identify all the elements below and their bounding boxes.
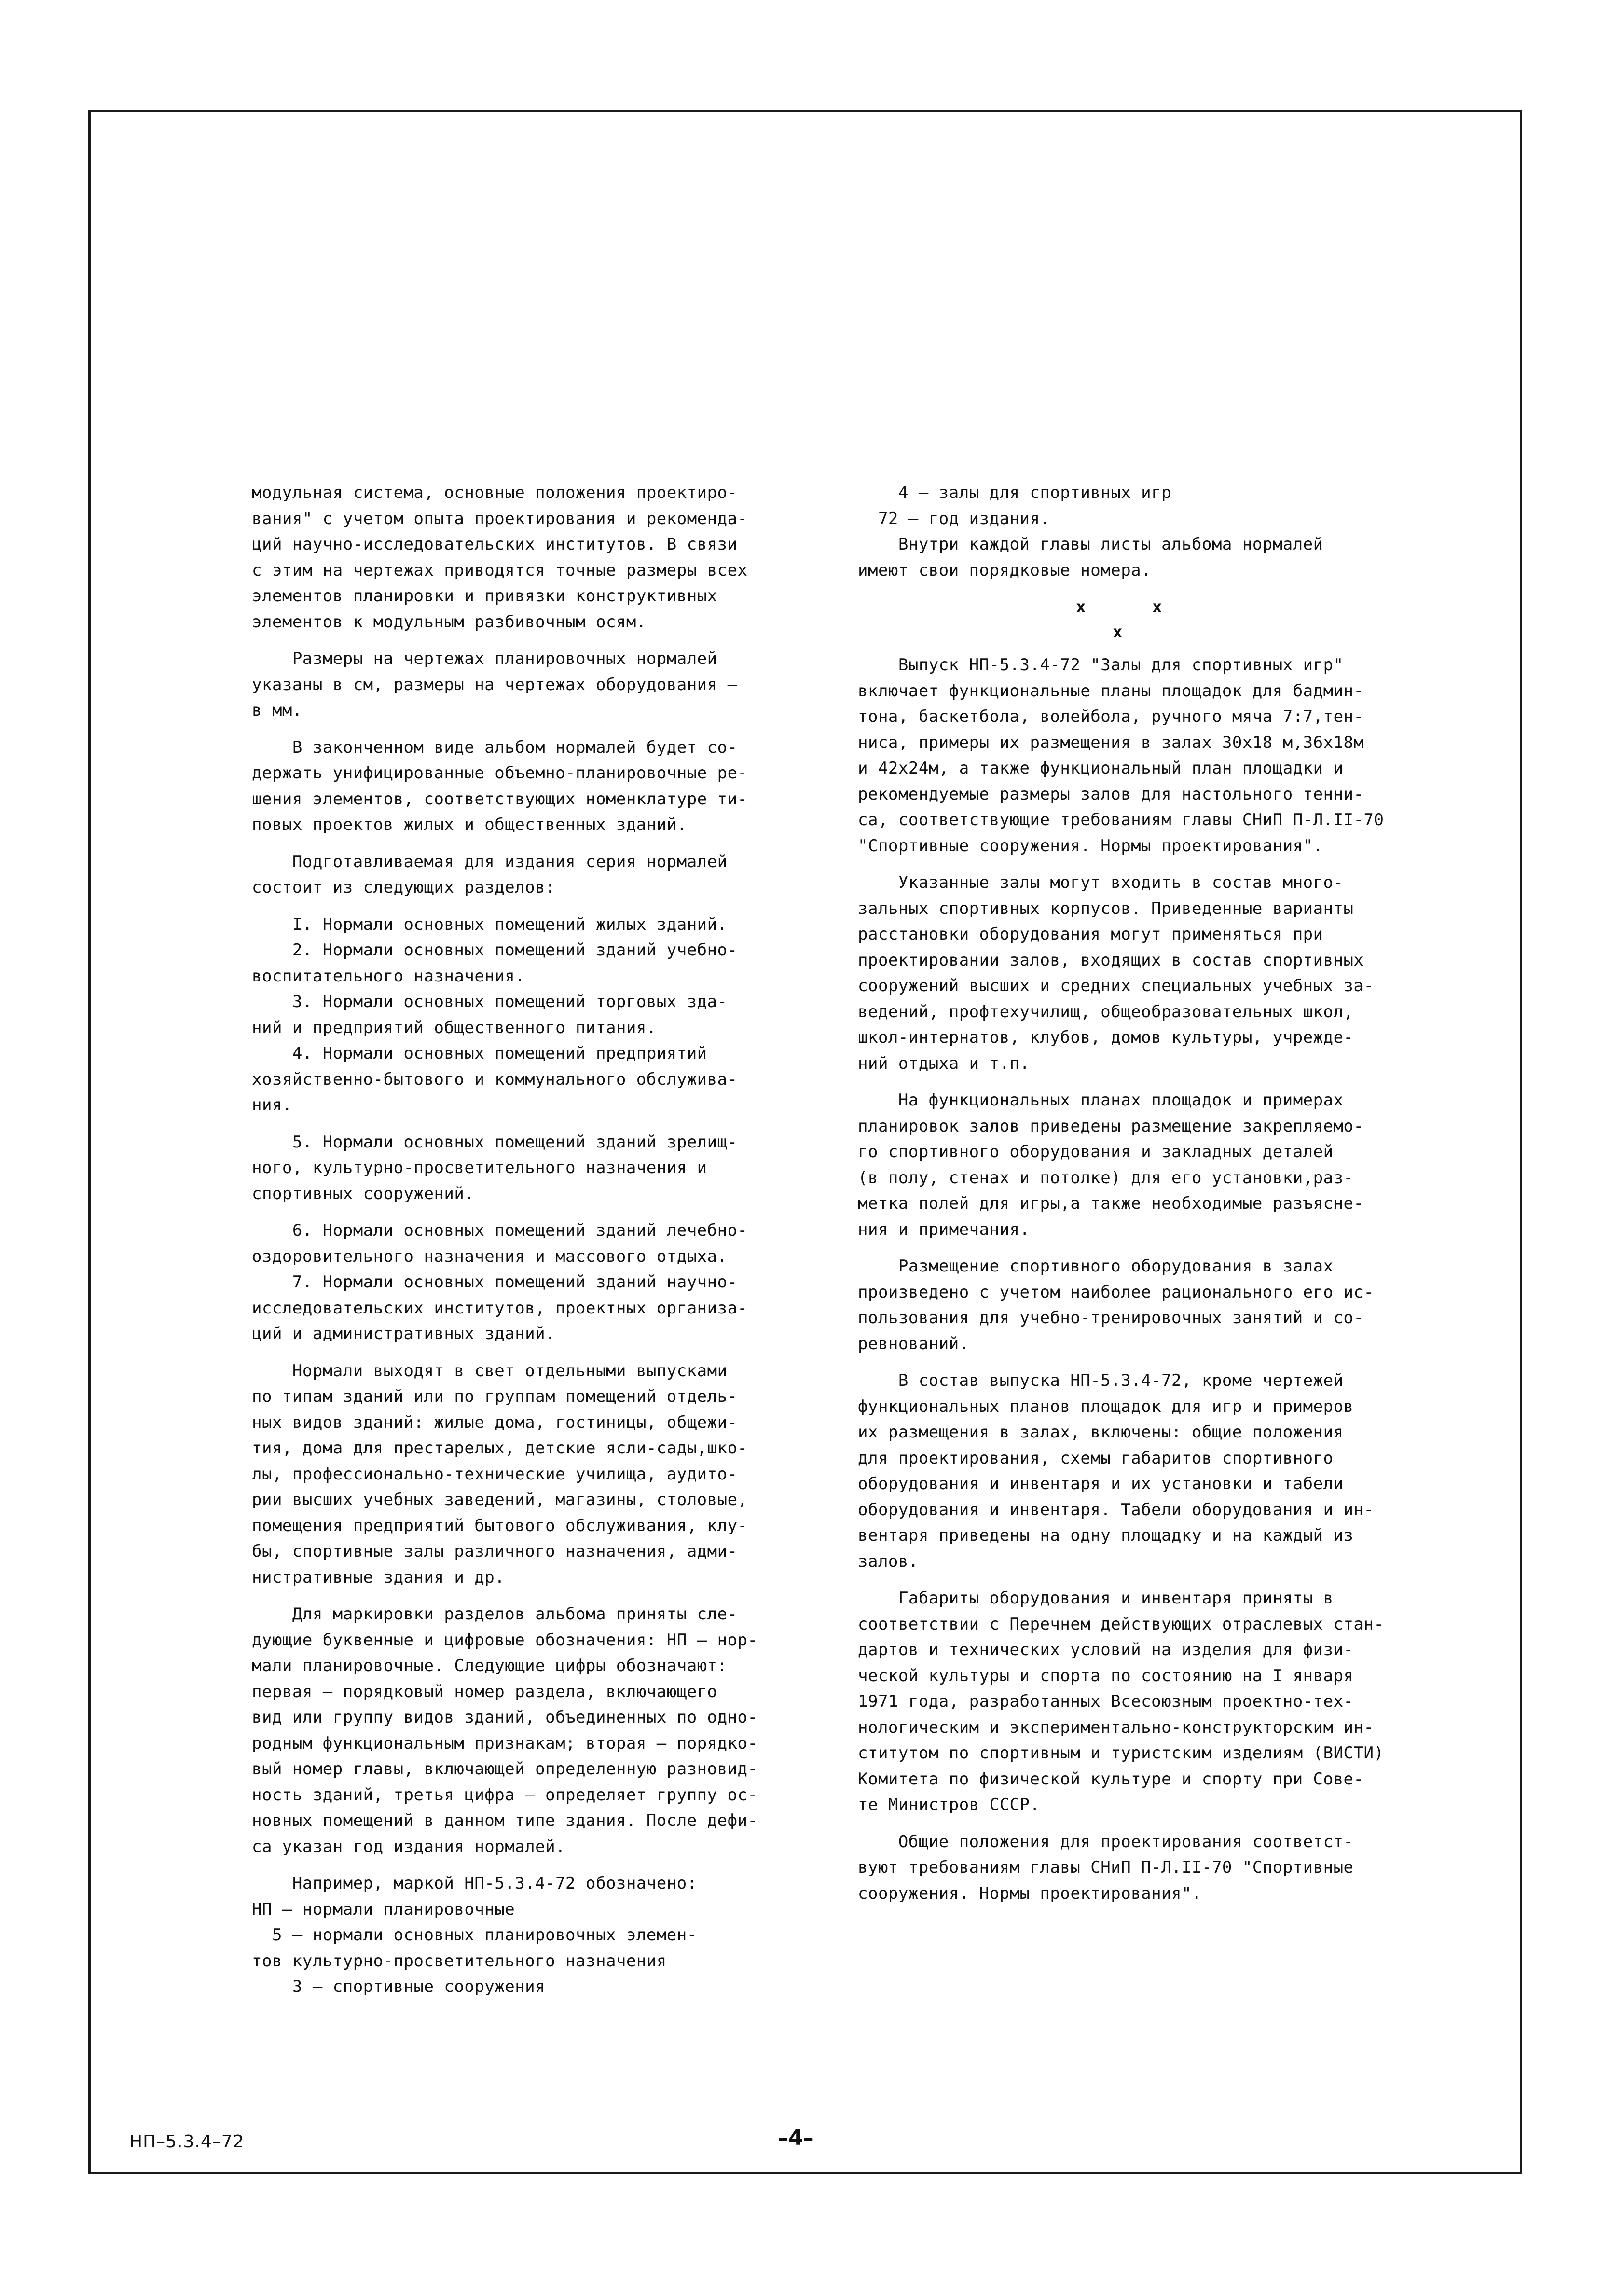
paragraph: В законченном виде альбом нормалей будет со- держать унифицированные объемно-планировочные ре- шения элементов, соответствующих номенклатуре ти- повых проектов жилых и общественных зданий. — [252, 737, 748, 834]
paragraph: На функциональных планах площадок и примерах планировок залов приведены размещение закрепляемо- го спортивного оборудования и закладных деталей (в полу, стенах и потолке) для его установки,раз- метка полей для игры,а также необходимые разъясне- ния и примечания. — [858, 1091, 1364, 1239]
paragraph: модульная система, основные положения проектиро- вания" с учетом опыта проектирования и рекоменда- ций научно-исследовательских институтов. В связи с этим на чертежах приводятся точные размеры всех элементов планировки и привязки конструктивных элементов к модульным разбивочным осям. — [252, 483, 748, 632]
paragraph: Габариты оборудования и инвентаря приняты в соответствии с Перечнем действующих отраслевых стан- дартов и технических условий на изделия для физи- ческой культуры и спорта по состоянию на I января 1971 года, разработанных Всесоюзным проектно-тех- нологическим и экспериментально-конструкторским ин- ститутом по спортивным и туристским изделиям (ВИСТИ) Комитета по физической культуре и спорту при Сове- те Министров СССР. — [858, 1589, 1384, 1814]
marking-example-continued: 4 – залы для спортивных игр 72 – год издания. — [878, 483, 1172, 528]
section-list: 6. Нормали основных помещений зданий лечебно- оздоровительного назначения и массового отдыха. 7. Нормали основных помещений зданий научно- исследовательских институтов, проектных организа- ций и административных зданий. — [252, 1221, 748, 1343]
paragraph: Подготавливаемая для издания серия нормалей состоит из следующих разделов: — [252, 852, 728, 897]
right-text-column — [858, 480, 1403, 1918]
section-separator — [858, 594, 1403, 648]
marking-example: Например, маркой НП-5.3.4-72 обозначено: НП – нормали планировочные 5 – нормали основных планировочных элемен- тов культурно-просветительного назначения 3 – спортивные сооружения — [252, 1874, 697, 1996]
section-list: I. Нормали основных помещений жилых зданий. 2. Нормали основных помещений зданий учебно- воспитательного назначения. 3. Нормали основных помещений торговых зда- ний и предприятий общественного питания. 4. Нормали основных помещений предприятий хозяйственно-бытового и коммунального обслужива- ния. — [252, 914, 738, 1115]
separator-mark: x — [1152, 597, 1162, 617]
paragraph: Выпуск НП-5.3.4-72 "Залы для спортивных игр" включает функциональные планы площадок для бадмин- тона, баскетбола, волейбола, ручного мяча 7:7,тен- ниса, примеры их размещения в залах 30х18 м,36х18м и 42х24м, а также функциональный план площадки и рекомендуемые размеры залов для настольного тенни- са, соответствующие требованиям главы СНиП П-Л.II-70 "Спортивные сооружения. Нормы проектирования". — [858, 655, 1384, 856]
separator-mark: x — [1113, 622, 1123, 642]
paragraph: Указанные залы могут входить в состав много- зальных спортивных корпусов. Приведенные варианты расстановки оборудования могут применяться при проектировании залов, входящих в состав спортивных сооружений высших и средних специальных учебных за- ведений, профтехучилищ, общеобразовательных школ, школ-интернатов, клубов, домов культуры, учрежде- ний отдыха и т.п. — [858, 873, 1374, 1073]
paragraph: Общие положения для проектирования соответст- вуют требованиям главы СНиП П-Л.II-70 "Спортивные сооружения. Нормы проектирования". — [858, 1832, 1354, 1903]
paragraph: Размещение спортивного оборудования в залах произведено с учетом наиболее рационального его ис- пользования для учебно-тренировочных занятий и со- ревнований. — [858, 1257, 1374, 1354]
paragraph: Нормали выходят в свет отдельными выпусками по типам зданий или по группам помещений отдель- ных видов зданий: жилые дома, гостиницы, общежи- тия, дома для престарелых, детские ясли-сады,шко- лы, профессионально-технические училища, аудито- рии высших учебных заведений, магазины, столовые, помещения предприятий бытового обслуживания, клу- бы, спортивные залы различного назначения, адми- нистративные здания и др. — [252, 1361, 748, 1587]
paragraph: Для маркировки разделов альбома приняты сле- дующие буквенные и цифровые обозначения: НП – нор- мали планировочные. Следующие цифры обозначают: первая – порядковый номер раздела, включающего вид или группу видов зданий, объединенных по одно- родным функциональным признакам; вторая – порядко- вый номер главы, включающей определенную разновид- ность зданий, третья цифра – определяет группу ос- новных помещений в данном типе здания. После дефи- са указан год издания нормалей. — [252, 1604, 758, 1856]
page-number: –4– — [778, 2126, 814, 2150]
document-code: НП–5.3.4–72 — [129, 2132, 245, 2152]
section-list-item: 5. Нормали основных помещений зданий зрелищ- ного, культурно-просветительного назначения и спортивных сооружений. — [252, 1132, 738, 1203]
paragraph: Размеры на чертежах планировочных нормалей указаны в см, размеры на чертежах оборудования – в мм. — [252, 649, 738, 720]
paragraph: В состав выпуска НП-5.3.4-72, кроме чертежей функциональных планов площадок для игр и примеров их размещения в залах, включены: общие положения для проектирования, схемы габаритов спортивного оборудования и инвентаря и их установки и табели оборудования и инвентаря. Табели оборудования и ин- вентаря приведены на одну площадку и на каждый из залов. — [858, 1371, 1374, 1571]
paragraph: Внутри каждой главы листы альбома нормалей имеют свои порядковые номера. — [858, 535, 1323, 580]
left-text-column — [252, 480, 775, 2000]
separator-mark: x — [1076, 597, 1086, 617]
